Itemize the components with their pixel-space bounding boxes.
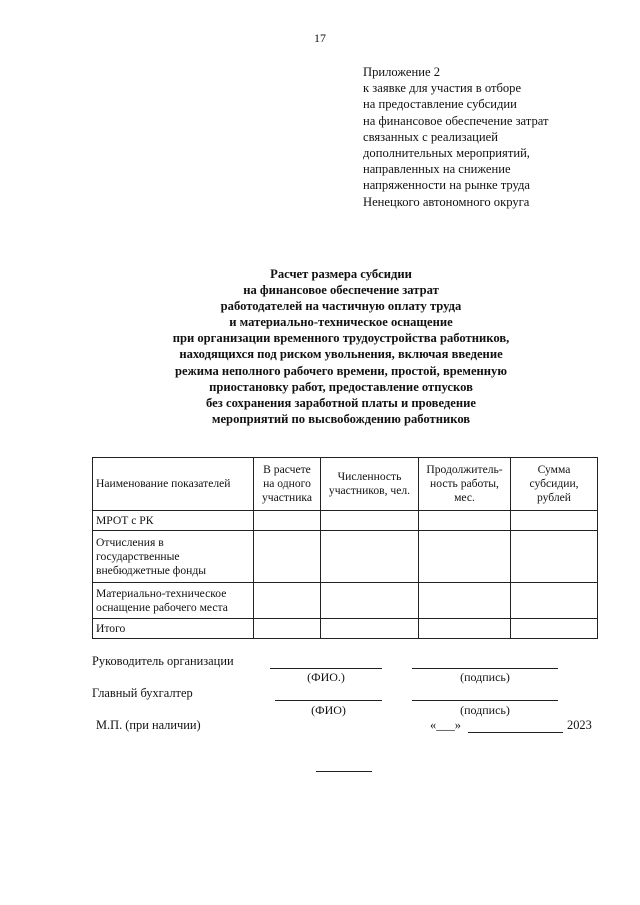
table-cell[interactable] [254,583,321,619]
table-cell[interactable] [419,531,511,583]
table-cell[interactable] [321,511,419,531]
row-label: Материально-техническое оснащение рабочего места [93,583,254,619]
table-row [93,511,598,531]
director-signature-line[interactable] [412,668,558,669]
title-line: приостановку работ, предоставление отпусков [209,379,473,394]
table-row [93,619,598,639]
table-cell[interactable] [321,583,419,619]
header-participant-count: Численность участников, чел. [321,458,419,511]
table-cell[interactable] [254,531,321,583]
signature-caption: (подпись) [460,703,510,717]
title-line: без сохранения заработной платы и проведение [206,395,476,410]
title-line: находящихся под риском увольнения, включая введение [179,347,503,362]
title-line: и материально-техническое оснащение [229,315,453,330]
table-cell[interactable] [511,583,598,619]
table-cell[interactable] [321,619,419,639]
appendix-line: на финансовое обеспечение затрат [363,113,549,128]
appendix-line: дополнительных мероприятий, [363,146,530,161]
table-cell[interactable] [419,511,511,531]
table-row [93,531,598,583]
table-row [93,583,598,619]
row-label: Итого [93,619,254,639]
table-cell[interactable] [321,531,419,583]
appendix-line: связанных с реализацией [363,129,498,144]
table-cell[interactable] [511,619,598,639]
table-cell[interactable] [254,619,321,639]
accountant-signature-line[interactable] [412,700,558,701]
page-number: 17 [314,31,326,45]
appendix-line: к заявке для участия в отборе [363,81,522,96]
end-divider [316,771,372,772]
title-line: работодателей на частичную оплату труда [220,299,462,314]
row-label: МРОТ с РК [93,511,254,531]
header-subsidy-amount: Сумма субсидии, рублей [511,458,598,511]
title-line: на финансовое обеспечение затрат [243,283,439,298]
title-line: Расчет размера субсидии [270,267,412,281]
table-cell[interactable] [511,511,598,531]
title-line: режима неполного рабочего времени, простой, временную [175,363,507,378]
accountant-fio-line[interactable] [275,700,382,701]
appendix-line: Ненецкого автономного округа [363,194,530,209]
date-day: «___» [430,718,461,732]
appendix-block [363,64,549,210]
accountant-label: Главный бухгалтер [92,686,193,700]
appendix-line: напряженности на рынке труда [363,178,530,193]
header-indicator-name: Наименование показателей [93,458,254,511]
table-cell[interactable] [254,511,321,531]
appendix-line: Приложение 2 [363,65,441,79]
row-label: Отчисления в государственные внебюджетные фонды [93,531,254,583]
table-cell[interactable] [511,531,598,583]
appendix-line: на предоставление субсидии [363,97,517,112]
subsidy-calculation-table [92,457,598,639]
director-fio-line[interactable] [270,668,382,669]
table-cell[interactable] [419,583,511,619]
director-label: Руководитель организации [92,654,234,668]
signature-caption: (подпись) [460,670,510,684]
fio-caption: (ФИО) [311,703,346,717]
header-work-duration: Продолжитель-ность работы, мес. [419,458,511,511]
title-line: мероприятий по высвобождению работников [211,411,471,426]
header-per-participant: В расчете на одного участника [254,458,321,511]
document-title [0,266,640,427]
appendix-line: направленных на снижение [363,162,511,177]
title-line: при организации временного трудоустройства работников, [172,331,510,346]
table-cell[interactable] [419,619,511,639]
fio-caption: (ФИО.) [307,670,345,684]
stamp-label: М.П. (при наличии) [96,718,201,732]
date-year: 2023 [567,718,592,732]
table-header-row [93,458,598,511]
date-month-line[interactable] [468,732,563,733]
